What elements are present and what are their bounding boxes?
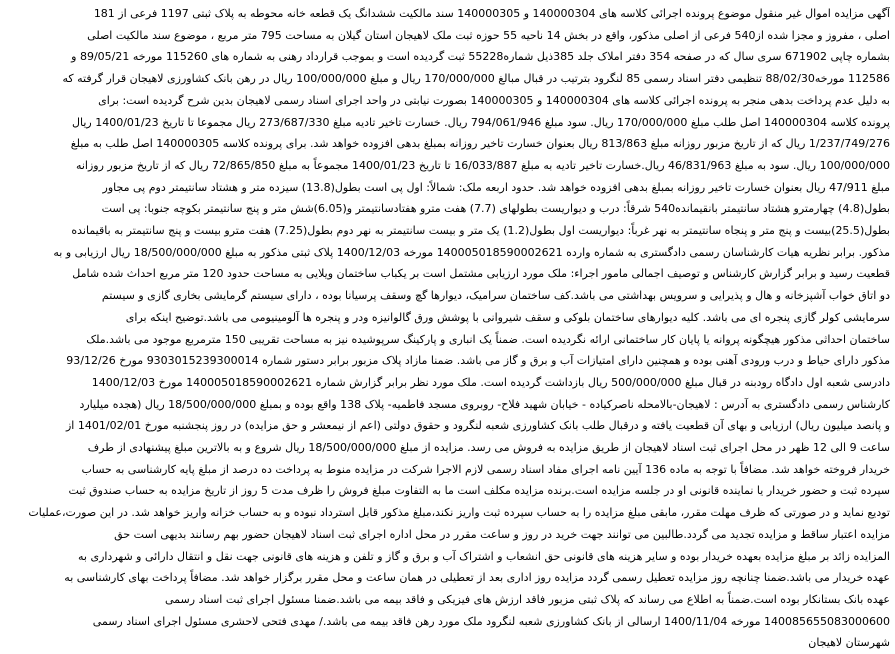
notice-line: خریدار فروخته خواهد شد. مضافاً با توجه به ماده 136 آیین نامه اجرای مفاد اسناد رسمی لازم الاجرا شرکت در مزایده منوط به پرداخت ده درصد از مبلغ پایه کارشناسی به حساب bbox=[81, 462, 890, 476]
notice-line: به دلیل عدم پرداخت بدهی منجر به پرونده اجرائی کلاسه های 140000304 و 140000305 بصورت نیابتی در واحد اجرای اسناد رسمی لاهیجان بدین شرح گردیده است: برای bbox=[98, 93, 890, 107]
notice-line: اصلی ، مفروز و مجزا شده از540 فرعی از اصلی مذکور، واقع در بخش 14 ناحیه 55 حوزه ثبت ملک لاهیجان استان گیلان به مساحت 795 متر مربع ، موضوع سند مالکیت اصلی bbox=[87, 28, 890, 42]
notice-line: المزایده زائد بر مبلغ مزایده بعهده خریدار بوده و سایر هزینه های قانونی حق انشعاب و اشتراک آب و برق و گاز و تلفن و هزینه های قانونی جهت نقل و انتقال دارائی و شهرداری به bbox=[78, 549, 890, 563]
notice-line: دو اتاق خواب آشپزخانه و هال و پذیرایی و سرویس بهداشتی می باشد.کف ساختمان سرامیک، دیوارها گچ وسقف پرسیانا بوده ، دارای سیستم گرمایشی بخاری گازی و سیستم bbox=[101, 289, 890, 303]
notice-line: قطعیت رسید و برابر گزارش کارشناس و توصیف اجمالی مامور اجراء: ملک مورد ارزیابی مشتمل است بر یکباب ساختمان ویلایی به مساحت حدود 120 متر مربع احداث شده شامل bbox=[72, 267, 890, 281]
notice-line: ساعت 9 الی 12 ظهر در محل اجرای ثبت اسناد لاهیجان از طریق مزایده به فروش می رسد. مزایده از مبلغ 18/500/000/000 ریال شروع و به بالاترین مبلغ پیشنهادی از طرف bbox=[87, 441, 890, 455]
notice-line: و پانصد میلیون ریال) ارزیابی و بهای آن قطعیت یافته و درقبال طلب بانک کشاورزی شعبه لنگرود و حقوق دولتی (اعم از نیمعشر و حق مزایده) در روز پنجشنبه مورخ 1401/02/01 از bbox=[66, 419, 890, 433]
notice-line: 1/237/749/276 ریال که از تاریخ مزبور روزانه مبلغ 813/863 ریال بعنوان خسارت تاخیر روزانه بمبلغ بدهی افزوده خواهد شد. برای پرونده کلاسه 140000305 اصل طلب به مبلغ bbox=[70, 137, 890, 151]
notice-line: شهرستان لاهیجان bbox=[808, 636, 890, 650]
notice-line: کارشناس رسمی دادگستری به آدرس : لاهیجان-بالامحله ناصرکیاده - خیابان شهید فلاح- روبروی مسجد فاطمیه- پلاک 138 واقع بوده و بمبلغ 18/500/000/000 ریال (هجده میلیارد bbox=[79, 397, 890, 411]
notice-line: عهده خریدار می باشد.ضمنا چنانچه روز مزایده تعطیل رسمی گردد مزایده روز اداری بعد از تعطیلی در همان ساعت و محل مقرر برگزار خواهد شد. مضافاً پرداخت بهای کارشناسی به bbox=[64, 571, 890, 585]
notice-line: آگهی مزایده اموال غیر منقول موضوع پرونده اجرائی کلاسه های 140000304 و 140000305 سند مالکیت ششدانگ یک قطعه خانه محوطه به پلاک ثبتی 1197 فرعی از 181 bbox=[93, 7, 890, 20]
notice-line: بطول(4.8) چهارمترو هشتاد سانتیمتر بانقیمانده540 شرقاً: درب و دیواریست بطولهای (7.7) هفت مترو هفتادسانتیمتر و(6.05)شش متر و پنج سانتیمتر بکوچه جنوبا: پی است bbox=[101, 202, 890, 216]
notice-line: 100/000/000 ریال. سود به مبلغ 46/831/963 ریال.خسارت تاخیر تادیه به مبلغ 16/033/887 تا تاریخ 1400/01/23 مجموعاً به مبلغ 72/865/850 ریال که از تاریخ مزبور روزانه bbox=[75, 158, 890, 172]
notice-line: 140085655083000600 مورخه 1400/11/04 ارسالی از بانک کشاورزی شعبه لنگرود ملک مورد رهن فاقد بیمه می باشد./ مهدی فتحی لاحشری مسئول اجرای اسناد رسمی bbox=[92, 614, 890, 628]
notice-line: 112586 مورخه88/02/30 تنظیمی دفتر اسناد رسمی 85 لنگرود بترتیب در قبال مبالغ 170/000/000 ریال و مبلغ 100/000/000 ریال در رهن بانک کشاورزی لاهیجان قرار گرفته که bbox=[62, 72, 890, 86]
notice-line: بشماره چاپی 671902 سری سال که در صفحه 354 دفتر املاک جلد 385ذیل شماره55228 ثبت گردیده است و بموجب قرارداد رهنی به شماره های 115260 مورخه 89/05/21 و bbox=[71, 50, 890, 64]
notice-line: عهده بانک بستانکار بوده است.ضمناً به اطلاع می رساند که پلاک ثبتی مزبور فاقد ارزش های فیزیکی و فاقد بیمه می باشد.ضمنا مسئول اجرای ثبت اسناد رسمی bbox=[164, 592, 890, 606]
notice-line: سرمایشی کولر گازی پنجره ای می باشد. کلیه دیوارهای ساختمان بلوکی و سقف شیروانی با پوشش ورق گالوانیزه ودر و پنجره ها آلومینیومی می باشد.توضیح اینکه برای bbox=[125, 310, 890, 324]
notice-line: مذکور. برابر نظریه هیات کارشناسان رسمی دادگستری به شماره وارده 140005018590002621 مورخه 1400/12/03 پلاک ثبتی مذکور به مبلغ 18/500/000/000 ریال ارزیابی و به bbox=[53, 245, 890, 259]
notice-line: مبلغ 47/911 ریال بعنوان خسارت تاخیر روزانه بمبلغ بدهی افزوده خواهد شد. حدود اربعه ملک: شمالاً: اول پی است بطول(13.8) سیزده متر و هشتاد سانتیمتر دوم پی مجاور bbox=[102, 180, 890, 194]
notice-line: دادرسی شعبه اول دادگاه رودبنه در قبال مبلغ 500/000/000 ریال بازداشت گردیده است. ملک مورد نظر برابر گزارش شماره 140005018590002621 مورخ 1400/12/03 bbox=[91, 375, 890, 389]
notice-line: بطول(25.5)بیست و پنج متر و پنجاه سانتیمتر به نهر غرباً: دیواریست اول بطول(1.2) یک متر و بیست سانتیمتر به نهر دوم بطول(7.25) هفت مترو بیست و پنج سانتیمتر به باقیمانده bbox=[71, 224, 890, 238]
notice-line: مزایده اعتبار ساقط و مزایده تجدید می گردد.طالبین می توانند جهت خرید در روز و ساعت مقرر در محل اداره اجرای ثبت اسناد لاهیجان حضور بهم رسانند بدیهی است حق bbox=[114, 527, 890, 541]
notice-line: مذکور دارای حیاط و درب ورودی آهنی بوده و همچنین دارای امتیازات آب و برق و گاز می باشد. ضمنا مازاد پلاک مزبور برابر دستور شماره 9303015239300014 مورخ 93/12/26 bbox=[66, 354, 890, 368]
notice-line: پرونده کلاسه 140000304 اصل طلب مبلغ 170/000/000 ریال. سود مبلغ 794/061/946 ریال. خسارت تاخیر تادیه مبلغ 273/687/330 ریال مجموعا تا تاریخ 1400/01/23 ریال bbox=[72, 115, 890, 129]
notice-line: ساختمان احداثی مذکور هیچگونه پروانه یا پایان کار ساختمانی ارائه نگردیده است. ضمناً یک انباری و پارکینگ سرپوشیده نیز به مساحت تقریبی 150 مترمربع موجود می باشد.ملک bbox=[86, 332, 890, 346]
notice-line: تودیع نماید و در صورتی که ظرف مهلت مقرر، مابقی مبلغ مزایده را به حساب سپرده ثبت واریز نکند،مبلغ مذکور قابل استرداد نبوده و به حساب خزانه واریز خواهد شد. در این صورت،عملیات bbox=[28, 506, 890, 520]
notice-line: سپرده ثبت و حضور خریدار یا نماینده قانونی او در جلسه مزایده است.برنده مزایده مکلف است ما به التفاوت مبلغ فروش را ظرف مدت 5 روز از تاریخ مزایده به حساب صندوق ثبت bbox=[68, 484, 890, 498]
